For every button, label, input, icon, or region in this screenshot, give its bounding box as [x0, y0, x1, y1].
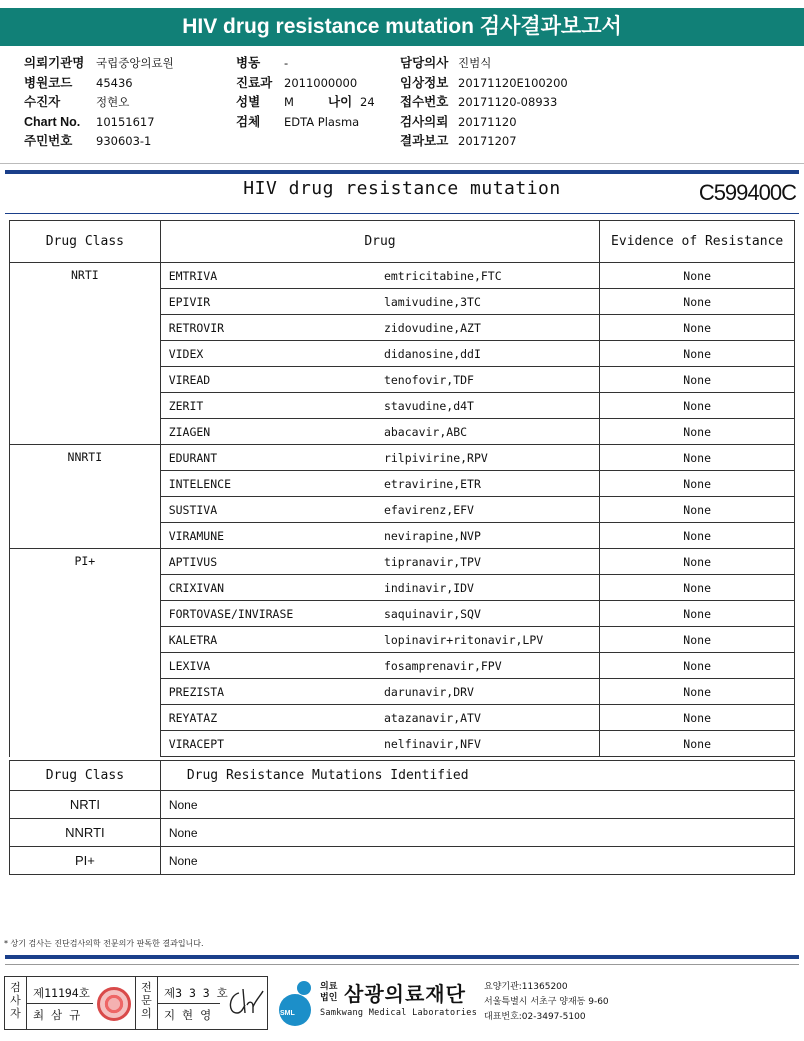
info-row: [400, 113, 568, 133]
generic-name-cell: indinavir,IDV: [376, 575, 600, 601]
drug-class-cell: [10, 601, 161, 627]
lab-address: 서울특별시 서초구 양재동 9-60: [484, 997, 609, 1007]
signature-box: [4, 976, 268, 1030]
drug-class-cell: NRTI: [10, 791, 161, 819]
specialist-name: 지 현 영: [164, 1008, 212, 1022]
specialist-number: 제3 3 3 호: [164, 986, 228, 1000]
evidence-cell: None: [600, 653, 795, 679]
drug-class-cell: [10, 315, 161, 341]
brand-name-cell: VIREAD: [160, 367, 376, 393]
info-label: 결과보고: [400, 134, 449, 148]
brand-name-cell: CRIXIVAN: [160, 575, 376, 601]
divider: [5, 213, 799, 214]
evidence-cell: None: [600, 679, 795, 705]
drug-class-cell: [10, 731, 161, 757]
table-row: [10, 341, 795, 367]
table-row: [10, 263, 795, 289]
info-row: [24, 54, 174, 74]
info-value: 20171207: [458, 134, 517, 148]
evidence-cell: None: [600, 341, 795, 367]
info-row: [400, 54, 568, 74]
sml-logo-text: SML: [280, 1010, 295, 1017]
info-value: 정현오: [96, 95, 130, 109]
table-row: [10, 575, 795, 601]
brand-name-cell: EDURANT: [160, 445, 376, 471]
drug-class-cell: PI+: [10, 847, 161, 875]
info-value: 20171120-08933: [458, 95, 558, 109]
table-row: [10, 419, 795, 445]
patient-info-col2: [236, 54, 375, 132]
table-row: [10, 393, 795, 419]
table-row: [10, 289, 795, 315]
generic-name-cell: stavudine,d4T: [376, 393, 600, 419]
official-seal-icon: [97, 987, 131, 1021]
table-row: [10, 819, 795, 847]
patient-info-col1: [24, 54, 174, 152]
table-row: [10, 523, 795, 549]
lab-logo: [272, 976, 792, 1032]
info-label: 성별: [236, 95, 261, 109]
evidence-cell: None: [600, 497, 795, 523]
footnote: * 상기 검사는 진단검사의학 전문의가 판독한 결과입니다.: [4, 939, 204, 948]
divider: [5, 964, 799, 965]
divider: [5, 955, 799, 959]
evidence-cell: None: [600, 627, 795, 653]
generic-name-cell: saquinavir,SQV: [376, 601, 600, 627]
info-value: EDTA Plasma: [284, 114, 360, 129]
drug-class-cell: [10, 289, 161, 315]
table-row: [10, 679, 795, 705]
mutations-cell: None: [160, 847, 794, 875]
header-drug-class: Drug Class: [10, 221, 161, 263]
drug-class-cell: [10, 341, 161, 367]
examiner-name: 최 삼 규: [33, 1008, 81, 1022]
report-title: HIV drug resistance mutation: [243, 178, 561, 199]
generic-name-cell: fosamprenavir,FPV: [376, 653, 600, 679]
brand-name-cell: INTELENCE: [160, 471, 376, 497]
drug-class-cell: [10, 523, 161, 549]
signature-icon: [223, 983, 265, 1023]
patient-info: [24, 54, 784, 154]
generic-name-cell: didanosine,ddI: [376, 341, 600, 367]
evidence-cell: None: [600, 731, 795, 757]
evidence-cell: None: [600, 549, 795, 575]
generic-name-cell: lopinavir+ritonavir,LPV: [376, 627, 600, 653]
lab-code: 요양기관:11365200: [484, 982, 568, 992]
mutations-cell: None: [160, 791, 794, 819]
header-drug: Drug: [160, 221, 600, 263]
table-row: [10, 705, 795, 731]
generic-name-cell: lamivudine,3TC: [376, 289, 600, 315]
brand-name-cell: ZIAGEN: [160, 419, 376, 445]
table-row: [10, 445, 795, 471]
generic-name-cell: emtricitabine,FTC: [376, 263, 600, 289]
generic-name-cell: abacavir,ABC: [376, 419, 600, 445]
brand-name-cell: ZERIT: [160, 393, 376, 419]
drug-class-cell: [10, 497, 161, 523]
mutation-table: [9, 760, 795, 875]
lab-corp-type: [320, 982, 337, 1004]
info-row: [400, 132, 568, 152]
brand-name-cell: REYATAZ: [160, 705, 376, 731]
info-label: Chart No.: [24, 114, 81, 129]
info-row: [24, 132, 174, 152]
table-row: [10, 497, 795, 523]
drug-class-cell: [10, 575, 161, 601]
drug-class-cell: [10, 367, 161, 393]
drug-class-cell: [10, 653, 161, 679]
lab-phone: 대표번호:02-3497-5100: [484, 1012, 586, 1022]
table-row: [10, 627, 795, 653]
brand-name-cell: EMTRIVA: [160, 263, 376, 289]
generic-name-cell: nelfinavir,NFV: [376, 731, 600, 757]
brand-name-cell: LEXIVA: [160, 653, 376, 679]
info-label: 나이: [328, 95, 353, 109]
lab-english-name: Samkwang Medical Laboratories: [320, 1008, 478, 1018]
table-header-row: [10, 761, 795, 791]
brand-name-cell: SUSTIVA: [160, 497, 376, 523]
table-row: [10, 847, 795, 875]
drug-class-cell: [10, 679, 161, 705]
drug-class-cell: NNRTI: [10, 445, 161, 471]
info-value: -: [284, 56, 289, 70]
info-value: M: [284, 95, 294, 109]
info-value: 10151617: [96, 114, 155, 129]
brand-name-cell: RETROVIR: [160, 315, 376, 341]
drug-class-cell: [10, 627, 161, 653]
drug-class-cell: [10, 471, 161, 497]
info-label: 주민번호: [24, 134, 73, 148]
brand-name-cell: VIDEX: [160, 341, 376, 367]
generic-name-cell: nevirapine,NVP: [376, 523, 600, 549]
lab-corp-line: 의료: [320, 982, 338, 992]
info-row: [236, 54, 375, 74]
evidence-cell: None: [600, 705, 795, 731]
brand-name-cell: VIRAMUNE: [160, 523, 376, 549]
patient-info-col3: [400, 54, 568, 152]
info-row: [236, 74, 375, 94]
info-value: 45436: [96, 75, 133, 90]
drug-class-cell: NNRTI: [10, 819, 161, 847]
resistance-table: [9, 220, 795, 757]
info-value: 930603-1: [96, 134, 152, 148]
header-drug-class: Drug Class: [10, 761, 161, 791]
report-code: C599400C: [698, 180, 796, 205]
header-mutations: Drug Resistance Mutations Identified: [160, 761, 794, 791]
info-label: 병원코드: [24, 75, 73, 90]
info-row: [236, 113, 375, 133]
info-label: 검사의뢰: [400, 114, 449, 129]
divider: [5, 170, 799, 174]
generic-name-cell: zidovudine,AZT: [376, 315, 600, 341]
brand-name-cell: PREZISTA: [160, 679, 376, 705]
drug-class-cell: [10, 393, 161, 419]
info-label: 수진자: [24, 95, 61, 109]
table-row: [10, 653, 795, 679]
evidence-cell: None: [600, 263, 795, 289]
brand-name-cell: VIRACEPT: [160, 731, 376, 757]
generic-name-cell: tenofovir,TDF: [376, 367, 600, 393]
table-row: [10, 315, 795, 341]
evidence-cell: None: [600, 367, 795, 393]
info-label: 접수번호: [400, 95, 449, 109]
info-value: 국립중앙의료원: [96, 56, 174, 70]
evidence-cell: None: [600, 393, 795, 419]
resistance-table-body: [10, 263, 795, 757]
lab-contact: [484, 980, 609, 1025]
mutations-cell: None: [160, 819, 794, 847]
generic-name-cell: atazanavir,ATV: [376, 705, 600, 731]
info-value: 진범식: [458, 56, 492, 70]
evidence-cell: None: [600, 471, 795, 497]
evidence-cell: None: [600, 601, 795, 627]
table-row: [10, 791, 795, 819]
generic-name-cell: darunavir,DRV: [376, 679, 600, 705]
divider: [27, 1003, 93, 1004]
generic-name-cell: etravirine,ETR: [376, 471, 600, 497]
table-header-row: [10, 221, 795, 263]
table-row: [10, 731, 795, 757]
evidence-cell: None: [600, 315, 795, 341]
info-value: 20171120E100200: [458, 75, 568, 90]
drug-class-cell: [10, 705, 161, 731]
info-row: [236, 93, 375, 113]
info-row: [24, 93, 174, 113]
brand-name-cell: EPIVIR: [160, 289, 376, 315]
info-value: 2011000000: [284, 75, 358, 90]
evidence-cell: None: [600, 445, 795, 471]
info-value: 20171120: [458, 114, 517, 129]
info-row: [400, 93, 568, 113]
info-label: 병동: [236, 56, 261, 70]
info-label: 담당의사: [400, 56, 449, 70]
generic-name-cell: tipranavir,TPV: [376, 549, 600, 575]
divider: [0, 163, 804, 164]
examiner-number: 제11194호: [33, 986, 90, 1000]
lab-name: 삼광의료재단: [344, 982, 466, 1006]
mutation-table-body: [10, 791, 795, 875]
evidence-cell: None: [600, 575, 795, 601]
drug-class-cell: NRTI: [10, 263, 161, 289]
specialist-label: 전문의: [136, 977, 158, 1029]
info-label: 진료과: [236, 75, 273, 90]
info-label: 의뢰기관명: [24, 56, 85, 70]
info-row: [24, 74, 174, 94]
generic-name-cell: efavirenz,EFV: [376, 497, 600, 523]
divider: [158, 1003, 220, 1004]
table-row: [10, 549, 795, 575]
drug-class-cell: [10, 419, 161, 445]
brand-name-cell: FORTOVASE/INVIRASE: [160, 601, 376, 627]
table-row: [10, 601, 795, 627]
info-label: 검체: [236, 114, 261, 129]
evidence-cell: None: [600, 289, 795, 315]
generic-name-cell: rilpivirine,RPV: [376, 445, 600, 471]
sml-logo-icon: [272, 978, 318, 1028]
lab-corp-line: 법인: [320, 993, 338, 1003]
brand-name-cell: APTIVUS: [160, 549, 376, 575]
examiner-label: 검사자: [5, 977, 27, 1029]
drug-class-cell: PI+: [10, 549, 161, 575]
report-header-title: HIV drug resistance mutation 검사결과보고서: [0, 8, 804, 46]
info-value: 24: [360, 95, 375, 109]
brand-name-cell: KALETRA: [160, 627, 376, 653]
info-label: 임상정보: [400, 75, 449, 90]
info-row: [400, 74, 568, 94]
header-evidence: Evidence of Resistance: [600, 221, 795, 263]
evidence-cell: None: [600, 523, 795, 549]
info-row: [24, 113, 174, 133]
table-row: [10, 367, 795, 393]
evidence-cell: None: [600, 419, 795, 445]
table-row: [10, 471, 795, 497]
